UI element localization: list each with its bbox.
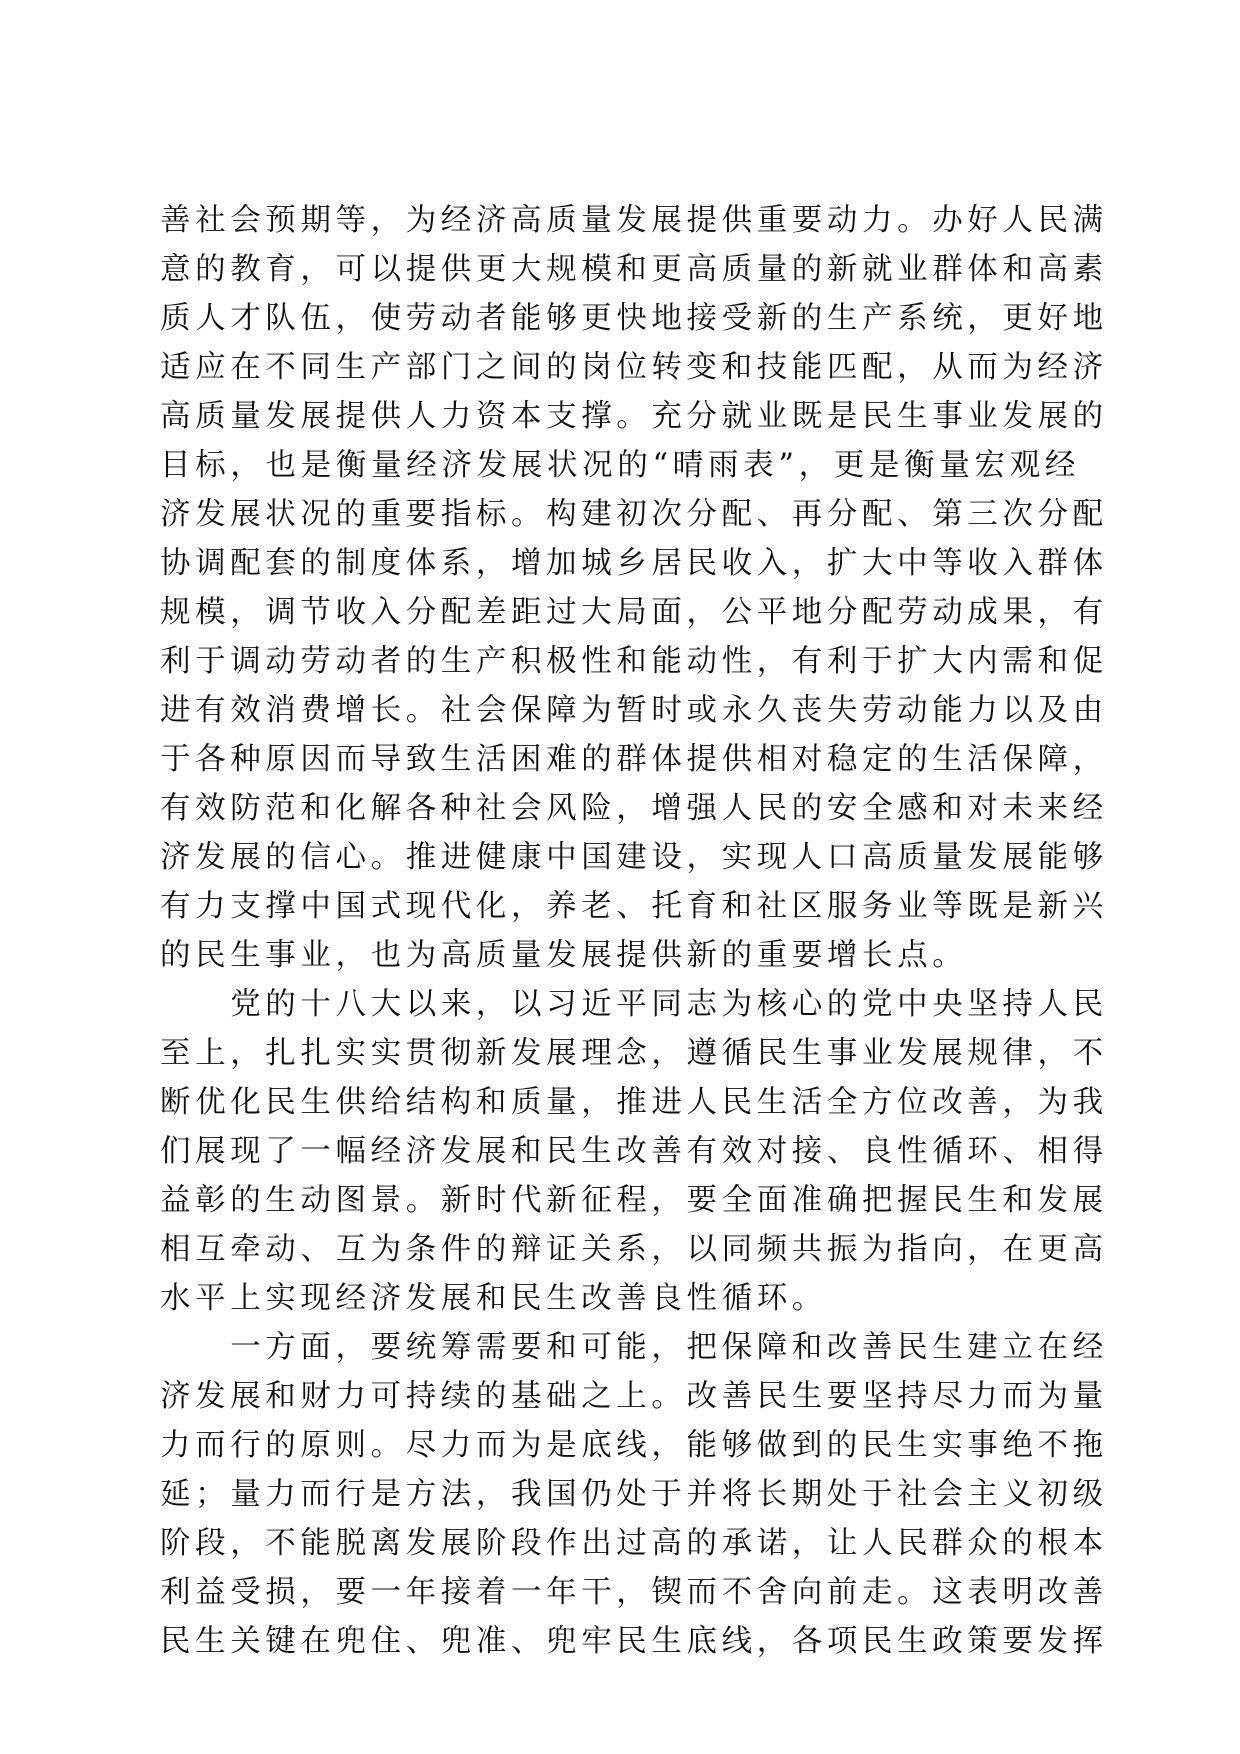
text-line: 民生关键在兜住、兜准、兜牢民生底线，各项民生政策要发挥 bbox=[160, 1624, 1108, 1659]
text-line: 高质量发展提供人力资本支撑。充分就业既是民生事业发展的 bbox=[160, 399, 1108, 434]
text-line: 利于调动劳动者的生产积极性和能动性，有利于扩大内需和促 bbox=[160, 644, 1108, 679]
text-line: 意的教育，可以提供更大规模和更高质量的新就业群体和高素 bbox=[160, 252, 1108, 287]
text-line: 适应在不同生产部门之间的岗位转变和技能匹配，从而为经济 bbox=[160, 350, 1108, 385]
text-line: 一方面，要统筹需要和可能，把保障和改善民生建立在经 bbox=[160, 1330, 1108, 1365]
text-line: 至上，扎扎实实贯彻新发展理念，遵循民生事业发展规律，不 bbox=[160, 1036, 1108, 1071]
text-line: 利益受损，要一年接着一年干，锲而不舍向前走。这表明改善 bbox=[160, 1575, 1108, 1610]
text-line: 济发展状况的重要指标。构建初次分配、再分配、第三次分配 bbox=[160, 497, 1108, 532]
paragraph-3 bbox=[160, 1323, 1108, 1666]
text-line: 协调配套的制度体系，增加城乡居民收入，扩大中等收入群体 bbox=[160, 546, 1108, 581]
paragraph-1 bbox=[160, 196, 1108, 980]
text-line: 有效防范和化解各种社会风险，增强人民的安全感和对未来经 bbox=[160, 791, 1108, 826]
text-line: 质人才队伍，使劳动者能够更快地接受新的生产系统，更好地 bbox=[160, 301, 1108, 336]
text-line: 进有效消费增长。社会保障为暂时或永久丧失劳动能力以及由 bbox=[160, 693, 1108, 728]
text-line: 们展现了一幅经济发展和民生改善有效对接、良性循环、相得 bbox=[160, 1134, 1108, 1169]
text-line: 益彰的生动图景。新时代新征程，要全面准确把握民生和发展 bbox=[160, 1183, 1108, 1218]
text-line: 党的十八大以来，以习近平同志为核心的党中央坚持人民 bbox=[160, 987, 1108, 1022]
text-line: 阶段，不能脱离发展阶段作出过高的承诺，让人民群众的根本 bbox=[160, 1526, 1108, 1561]
text-line: 善社会预期等，为经济高质量发展提供重要动力。办好人民满 bbox=[160, 203, 1108, 238]
text-line: 于各种原因而导致生活困难的群体提供相对稳定的生活保障， bbox=[160, 742, 1108, 777]
text-line: 济发展和财力可持续的基础之上。改善民生要坚持尽力而为量 bbox=[160, 1379, 1108, 1414]
text-line: 延；量力而行是方法，我国仍处于并将长期处于社会主义初级 bbox=[160, 1477, 1108, 1512]
text-line: 水平上实现经济发展和民生改善良性循环。 bbox=[160, 1281, 827, 1316]
text-line: 断优化民生供给结构和质量，推进人民生活全方位改善，为我 bbox=[160, 1085, 1108, 1120]
body-text bbox=[160, 196, 1108, 1666]
text-line: 济发展的信心。推进健康中国建设，实现人口高质量发展能够 bbox=[160, 840, 1108, 875]
text-line: 目标，也是衡量经济发展状况的“晴雨表”，更是衡量宏观经 bbox=[160, 448, 1080, 483]
text-line: 力而行的原则。尽力而为是底线，能够做到的民生实事绝不拖 bbox=[160, 1428, 1108, 1463]
text-line: 的民生事业，也为高质量发展提供新的重要增长点。 bbox=[160, 938, 968, 973]
text-line: 相互牵动、互为条件的辩证关系，以同频共振为指向，在更高 bbox=[160, 1232, 1108, 1267]
text-line: 规模，调节收入分配差距过大局面，公平地分配劳动成果，有 bbox=[160, 595, 1108, 630]
paragraph-2 bbox=[160, 980, 1108, 1323]
text-line: 有力支撑中国式现代化，养老、托育和社区服务业等既是新兴 bbox=[160, 889, 1108, 924]
